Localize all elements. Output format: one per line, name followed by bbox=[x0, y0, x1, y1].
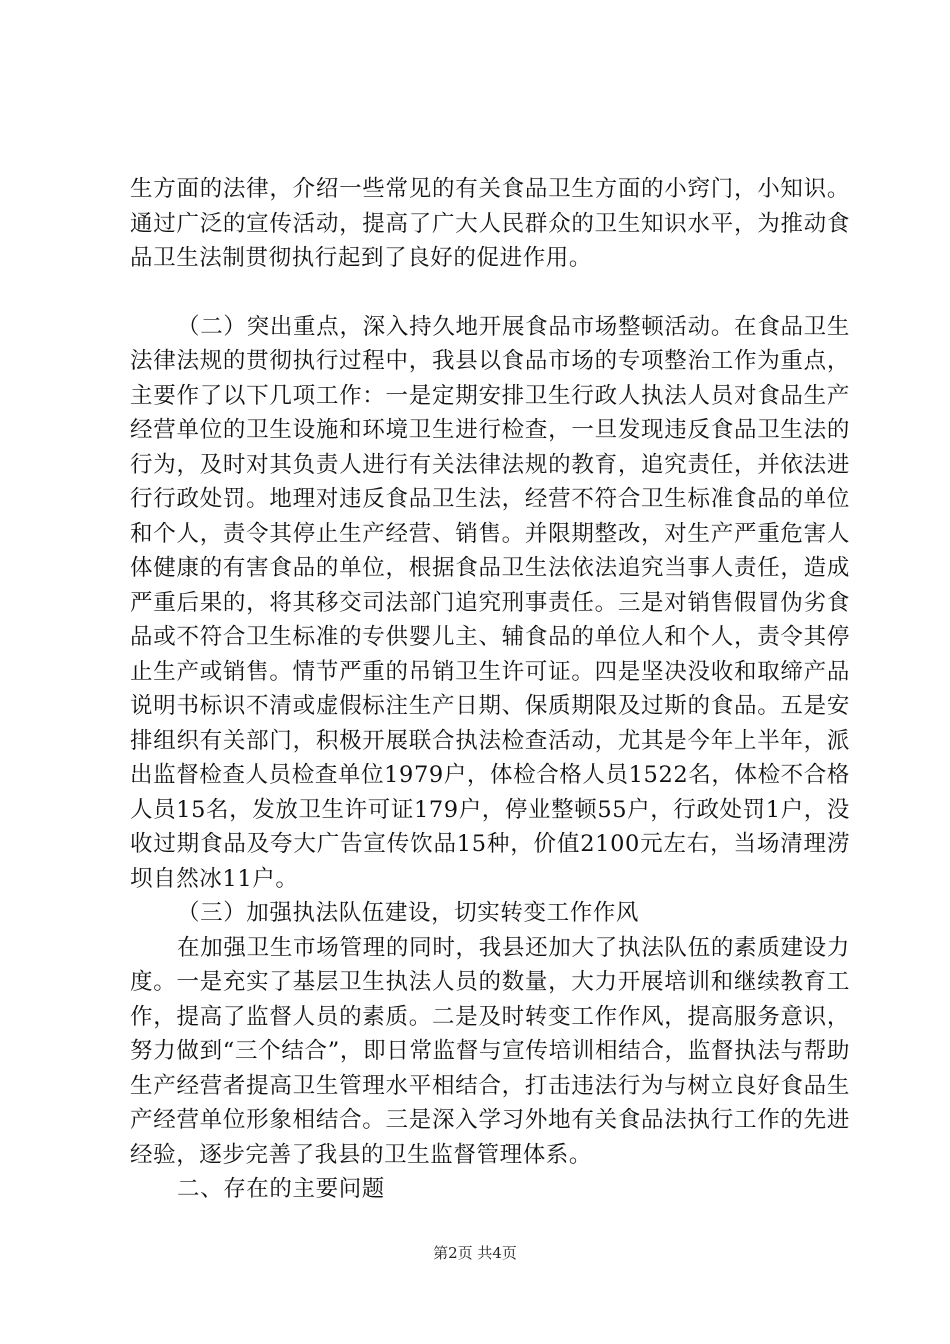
paragraph-food-law-publicity: 生方面的法律，介绍一些常见的有关食品卫生方面的小窍门，小知识。通过广泛的宣传活动，提高了广大人民群众的卫生知识水平，为推动食品卫生法制贯彻执行起到了良好的促进作用。 bbox=[130, 176, 850, 271]
section-heading-main-problems: 二、存在的主要问题 bbox=[177, 1176, 385, 1202]
page-number-footer: 第2页 共4页 bbox=[433, 1244, 517, 1262]
paragraph-team-building: 在加强卫生市场管理的同时，我县还加大了执法队伍的素质建设力度。一是充实了基层卫生执法人员的数量，大力开展培训和继续教育工作，提高了监督人员的素质。二是及时转变工作作风，提高服务意识，努力做到“三个结合”，即日常监督与宣传培训相结合，监督执法与帮助生产经营者提高卫生管理水平相结合，打击违法行为与树立良好食品生产经营单位形象相结合。三是深入学习外地有关食品法执行工作的先进经验，逐步完善了我县的卫生监督管理体系。 bbox=[130, 934, 850, 1168]
paragraph-market-rectification: （二）突出重点，深入持久地开展食品市场整顿活动。在食品卫生法律法规的贯彻执行过程中，我县以食品市场的专项整治工作为重点，主要作了以下几项工作：一是定期安排卫生行政人执法人员对食品生产经营单位的卫生设施和环境卫生进行检查，一旦发现违反食品卫生法的行为，及时对其负责人进行有关法律法规的教育，追究责任，并依法进行行政处罚。地理对违反食品卫生法，经营不符合卫生标准食品的单位和个人，责令其停止生产经营、销售。并限期整改，对生产严重危害人体健康的有害食品的单位，根据食品卫生法依法追究当事人责任，造成严重后果的，将其移交司法部门追究刑事责任。三是对销售假冒伪劣食品或不符合卫生标准的专供婴儿主、辅食品的单位人和个人，责令其停止生产或销售。情节严重的吊销卫生许可证。四是坚决没收和取缔产品说明书标识不清或虚假标注生产日期、保质期限及过斯的食品。五是安排组织有关部门，积极开展联合执法检查活动，尤其是今年上半年，派出监督检查人员检查单位1979户，体检合格人员1522名，体检不合格人员15名，发放卫生许可证179户，停业整顿55户，行政处罚1户，没收过期食品及夸大广告宣传饮品15种，价值2100元左右，当场清理涝坝自然冰11户。 bbox=[130, 313, 850, 892]
document-body bbox=[130, 172, 850, 1207]
section-heading-team-building: （三）加强执法队伍建设，切实转变工作作风 bbox=[177, 900, 640, 926]
